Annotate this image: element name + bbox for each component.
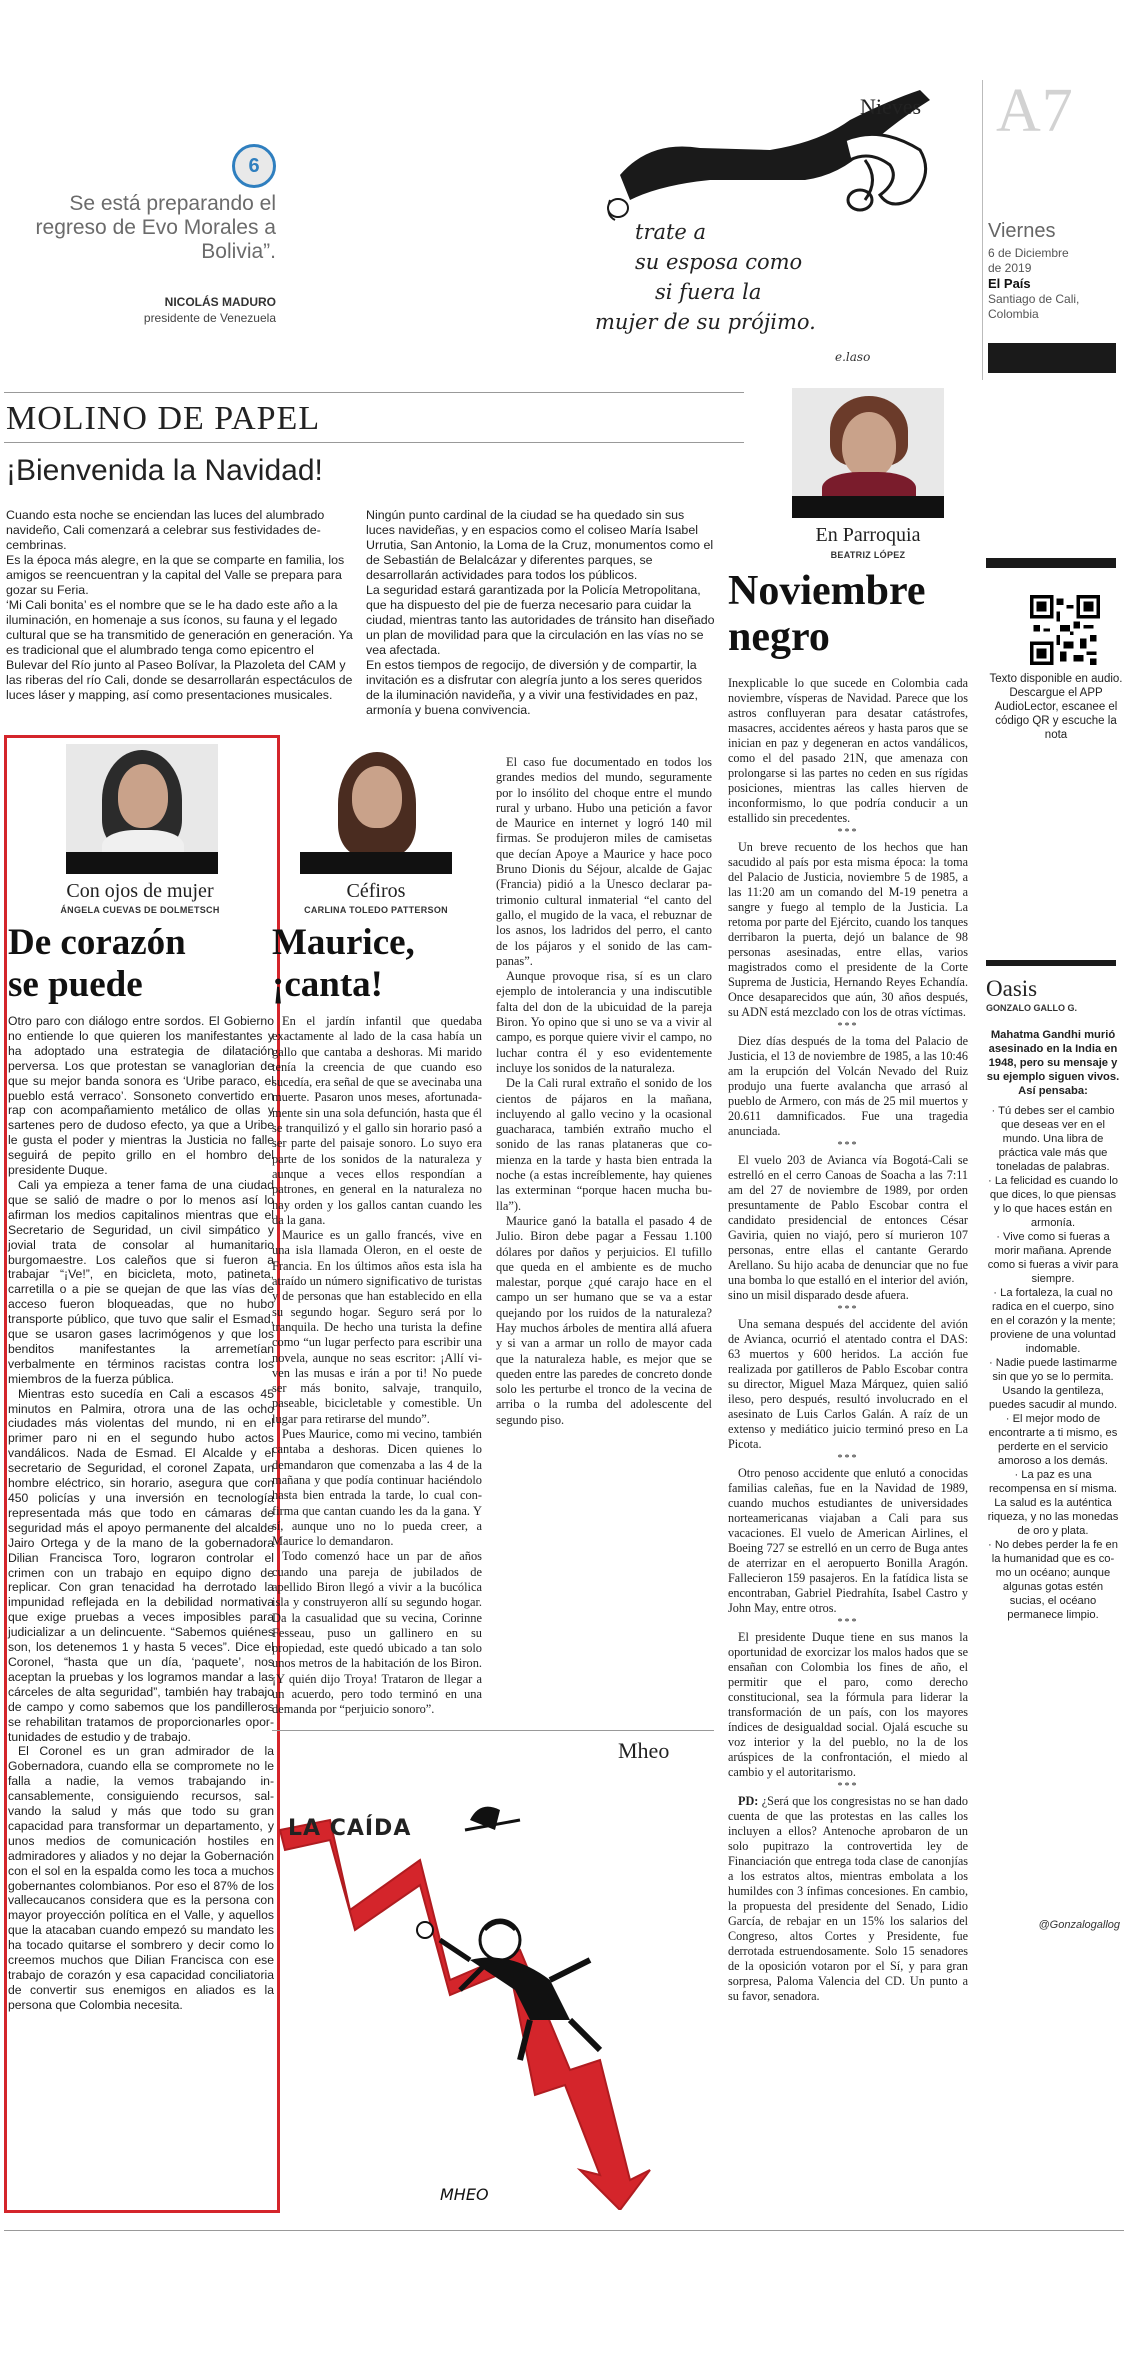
oasis-item: · Nadie puede lastimarme sin que yo se lo permita. Usando la gentileza, puedes sacudir al mundo. bbox=[988, 1357, 1118, 1411]
separator-stars: *** bbox=[837, 1304, 859, 1315]
oasis-item: · La paz es una recompensa en sí misma. La salud es la auténtica riqueza, y no las monedas de oro y plata. bbox=[987, 1469, 1119, 1537]
cartoon-signature: MHEO bbox=[440, 2185, 489, 2204]
top-cartoon-line: trate a bbox=[635, 220, 707, 244]
column1-headline bbox=[8, 922, 278, 1006]
editorial-paragraph: La seguridad estará garantizada por la Policía Metropolitana, que ha dispuesto del pie de fuerza necesario para cuidar la ciudad, mientras tanto las autoridades de tránsito han diseñado un plan de movilidad para que la circulación en las vías no se vea afectada. bbox=[366, 583, 715, 657]
separator-stars: *** bbox=[837, 1453, 859, 1464]
headline-line: Noviembre bbox=[728, 568, 926, 614]
column-author: ÁNGELA CUEVAS DE DOLMETSCH bbox=[60, 905, 220, 915]
column3-headline bbox=[728, 568, 978, 660]
bottom-cartoon-illustration bbox=[270, 1790, 700, 2210]
quote-author: NICOLÁS MADURO bbox=[164, 295, 276, 309]
oasis-title: Oasis bbox=[986, 976, 1038, 1001]
column-name: Con ojos de mujer bbox=[66, 880, 214, 902]
oasis-item: · No debes perder la fe en la humanidad que es como un océano; aunque algunas gotas estén sucias, el océano permanece limpio. bbox=[988, 1539, 1118, 1621]
editorial-headline: ¡Bienvenida la Navidad! bbox=[6, 454, 323, 487]
column2-body-part1 bbox=[272, 1014, 482, 1724]
column2-body-part2 bbox=[496, 755, 712, 1730]
audio-note-text: Texto disponible en audio. Descargue el APP AudioLector, escanee el código QR y escuche la nota bbox=[989, 673, 1123, 741]
top-cartoon-line: mujer de su prójimo. bbox=[595, 310, 816, 334]
editorial-paragraph: Ningún punto cardinal de la ciudad se ha quedado sin sus luces navideñas, y en espacios como el coliseo María Isabel Urrutia, San Antonio, la Loma de la Cruz, monumentos como el de Sebastián de Belalcázar y diferentes parques, se desarrollarán actividades para todos los públicos. bbox=[366, 508, 714, 582]
separator-stars: *** bbox=[837, 1140, 859, 1151]
column-name: En Parroquia bbox=[815, 524, 921, 546]
body-paragraph: Maurice ganó la batalla el pasado 4 de Julio. Biron debe pagar a Fessau 1.100 dólares por daños y perjuicios. El tufillo que queda en el ambiente es de mucho malestar, porque ¿qué carajo hace en el campo un ser humano que se va a estar quejando por los ruidos de la naturaleza? Hay muchos árboles de mentira allá afuera y si van a armar un rollo de mayor cada que la naturaleza hable, es mejor que se queden entre las paredes de concreto donde solo les perturbe el tronco de la vecina de arriba o la rumba del adolescente del segundo piso. bbox=[496, 1213, 712, 1427]
top-cartoon-signature: e.laso bbox=[835, 350, 871, 364]
body-paragraph: El Coronel es un gran admirador de la Gobernadora, cuando ella se compromete no le falla a nadie, la vemos trabajando incansablemente, consiguiendo recursos, salvando la salud y más que todo su gran capacidad para transformar un departamento, y unos medios de comunicación hostiles en admiradores y aliados y no dejar la Gobernación con el sol en la espalda como les toca a muchos gobernantes colombianos. Por eso el 87% de los vallecaucanos considera que es la persona con mayor proyección política en el Valle, y aquellos que la atacaban cuando empezó su mandato les ha tocado quitarse el sombrero y decir como lo creemos muchos que Dilian Francisca con ese trabajo de corazón y esa capacidad conciliatoria de convertir sus enemigos en aliados es la persona que Colombia necesita. bbox=[8, 1744, 274, 2012]
oasis-author: GONZALO GALLO G. bbox=[986, 1003, 1077, 1013]
body-paragraph: Maurice es un gallo francés, vive en una isla llamada Oleron, en el oeste de Francia. En los últimos años esta isla ha atraído un número significativo de turistas y de personas que han establecido en ella su segundo hogar. Seguro será por lo tranquila. De hecho una turista la define como “un lugar perfecto para escribir una novela, aunque no seas escritor: ¡Allí viven las musas e irán a por ti! No puede ser más bonito, salvaje, tranquilo, paseable, bicicletable y comestible. Un lugar para retirarse del mundo”. bbox=[272, 1228, 482, 1426]
section-name: Nieves bbox=[860, 94, 922, 119]
body-paragraph: El caso fue documentado en todos los grandes medios del mundo, seguramente por lo insólito del choque entre el mundo rural y urbano. Hubo una petición a favor de Maurice en internet y logró 140 mil firmas. Se produjeron miles de camisetas que decían Apoye a Maurice y hace poco Bruno Dionis du Séjour, alcalde de Gajac (Francia) pidió a la Unesco declarar patrimonio cultural inmaterial “el canto del gallo, el mugido de la vaca, el rebuznar de los asnos, los ladridos del perro, el canto de los pájaros y el sonido de las campanas”. bbox=[496, 755, 712, 968]
country-name: Colombia bbox=[988, 307, 1039, 321]
cartoon-arrow-label: POPULARIDAD bbox=[456, 2004, 520, 2106]
headline-line: De corazón bbox=[8, 922, 186, 963]
oasis-text bbox=[986, 1028, 1120, 1622]
body-paragraph: Mientras esto sucedía en Cali a escasos 45 minutos en Palmira, otrora una de las ocho ciudades más violentas del mundo, ni en el primer paro ni en el segundo hubo actos vandálicos. Nada de Esmad. El Alcalde y el secretario de Seguridad, el coronel Zapata, un hombre eléctrico, sin horario, asegura que con 450 policías y una inversión en tecnología representada más que todo en cámaras de seguridad más el apoyo permanente del alcalde Jairo Ortega y de la mano de la gobernadora Dilian Francisca Toro, lograron controlar el crimen con un trabajo en equipo digno de replicar. Con gran tenacidad ha derrotado la impunidad reflejada en la debilidad normativa que exige pruebas a veces imposibles para judicializar a un delincuente. “Sabemos quiénes son, los detenemos 1 y hasta 5 veces”. Dice el Coronel, “hasta que un día, ‘paquete’, nos aceptan la pruebas y los logramos mandar a las cárceles de alta seguridad”, también hay trabajo de campo y como sabemos que los pandilleros se rehabilitan tratamos de proporcionarles oportunidades de estudio y de trabajo. bbox=[8, 1386, 274, 1744]
top-cartoon-line: su esposa como bbox=[635, 250, 803, 274]
oasis-twitter-handle[interactable]: @Gonzalogallog bbox=[1038, 1919, 1120, 1931]
qr-code-icon[interactable] bbox=[1030, 595, 1100, 665]
city-name: Santiago de Cali, bbox=[988, 292, 1080, 306]
body-paragraph bbox=[728, 1794, 968, 2004]
column3-body bbox=[728, 676, 968, 2236]
body-paragraph: Cali ya empieza a tener fama de una ciudad que se salió de madre o por lo menos así lo afirman los medios capitalinos mientras que el Secretario de Seguridad, un civil simpático y jovial trata de consolar al humanitario burgomaestre. Los caleños que si fueron a trabajar “¡Ve!”, en bicicleta, moto, patineta, carretilla o a pie se quejan de que las vías de acceso fueron bloqueadas, que no hubo transporte público, que tuvo que salir el Esmad, que se usaron gases lacrimógenos y que los benditos manifestantes la arremetían verbalmente en términos racistas contra los miembros de la fuerza pública. bbox=[8, 1177, 274, 1386]
header-black-bar bbox=[988, 343, 1116, 373]
date-block bbox=[988, 246, 1108, 322]
oasis-item: · La felicidad es cuando lo que dices, lo que piensas y lo que haces están en armonía. bbox=[988, 1175, 1118, 1229]
footer-rule bbox=[4, 2230, 1124, 2231]
quote-role: presidente de Venezuela bbox=[143, 311, 276, 325]
separator-stars: *** bbox=[837, 1021, 859, 1032]
body-paragraph: Un breve recuento de los hechos que han sacudido al país por esta misma época: la toma del Palacio de Justicia, noviembre 5 de 1985, a las 11:20 am un comando del M-19 penetra a sangre y fuego al templo de la Justicia. La retoma por parte del Ejército, cuando los tanques derribaron la puerta, dejó un balance de 98 personas asesinadas, entre ellas, varios magistrados como el presidente de la Corte Suprema de Justicia, Hernando Reyes Echandía. Once desaparecidos que aún, 30 años después, su ADN está mezclado con los de otras víctimas. bbox=[728, 840, 968, 1019]
oasis-item: · Vive como si fueras a morir mañana. Aprende como si fueras a vivir para siempre. bbox=[987, 1231, 1119, 1285]
editorial-column-2 bbox=[366, 508, 716, 718]
oasis-lead: Mahatma Gandhi murió asesinado en la India en 1948, pero su mensaje y su ejemplo siguen vivos. Así pensaba: bbox=[986, 1029, 1120, 1097]
ps-label: PD: bbox=[738, 1794, 759, 1808]
body-paragraph: Otro penoso accidente que enlutó a conocidas familias caleñas, fue en la Navidad de 1989, cuando muchos estudiantes de universidades norteamericanas viajaban a Cali para sus vacaciones. El vuelo de American Airlines, el Boeing 727 se estrelló en un cerro de Buga antes de aterrizar en el aeropuerto Bonilla Aragón. Fallecieron 159 pasajeros. En la fatídica lista se encontraban, Gabriel Piedrahíta, Isabel Castro y John May, entre otros. bbox=[728, 1466, 968, 1615]
column2-headline bbox=[272, 922, 482, 1006]
ps-text: ¿Será que los congresistas no se han dado cuenta de que las protestas en las calles los incluyen a ellos? Antenoche aprobaron de un solo pupitrazo la controvertida ley de Financiación que entrega toda clase de canonjías a los estratos altos, mientras embolata a los humildes con 3 ínfimas concesiones. En cambio, la propuesta del presidente del Senado, Lidio García, de rebajar en un 15% los salarios del Congreso, altos Cortes y Presidente, fue derrotada estruendosamente. Solo 15 senadores de la oposición votaron por el Sí, y para gran sorpresa, Paloma Valencia del CD. Un punto a su favor, senadora. bbox=[728, 1794, 968, 2003]
sidebar-black-bar bbox=[986, 960, 1116, 966]
body-paragraph: El presidente Duque tiene en sus manos la oportunidad de exorcizar los malos hados que se ensañan con Colombia los fines de año, el permitir que el paro, como derecho constitucional, sea la fórmula para liderar la transformación de un país, con los mayores índices de desigualdad social. Ojalá escuche su voz interior y la del pueblo, no la de los arúspices de la confrontación, el miedo al cambio y el autoritarismo. bbox=[728, 1630, 968, 1779]
headline-line: negro bbox=[728, 614, 830, 660]
editorial-paragraph: Cuando esta noche se enciendan las luces del alumbrado navideño, Cali comenzará a celebrar sus festividades decembrinas. bbox=[6, 508, 325, 552]
publisher-name: El País bbox=[988, 276, 1031, 291]
date-full: 6 de Diciembre bbox=[988, 246, 1069, 260]
header-divider bbox=[982, 80, 983, 380]
editorial-paragraph: Es la época más alegre, en la que se comparte en familia, los amigos se reencuentran y la capital del Valle se prepara para gozar su Feria. bbox=[6, 553, 345, 597]
headline-line: Maurice, bbox=[272, 922, 415, 963]
editorial-section-title: MOLINO DE PAPEL bbox=[6, 400, 321, 437]
columnist-photo-beatriz bbox=[792, 388, 944, 518]
cartoon-title: LA CAÍDA bbox=[288, 1816, 412, 1841]
separator-stars: *** bbox=[837, 1617, 859, 1628]
separator-stars: *** bbox=[837, 1781, 859, 1792]
date-year: de 2019 bbox=[988, 261, 1032, 275]
column1-body bbox=[8, 1014, 274, 2013]
columnist-photo-carlina bbox=[300, 744, 452, 874]
body-paragraph: Otro paro con diálogo entre sordos. El Gobierno no entiende lo que quieren los manifestantes y ha adoptado una estrategia de dilatación perversa. Los que protestan se vanaglorian de que su mejor banda sonora es ‘Uribe paraco, el pueblo está verraco’. Sonsoneto convertido en rap con acompañamiento metálico de ollas y sartenes pero de dudoso efecto, ya que a Uribe le gusta el poder y mientras la Justicia no falle seguirá de pepito grillo en el hombro del presidente Duque. bbox=[8, 1014, 274, 1178]
oasis-item: · El mejor modo de encontrarte a ti mismo, es perderte en el servicio amoroso a los demás. bbox=[988, 1413, 1118, 1467]
column-author: CARLINA TOLEDO PATTERSON bbox=[304, 905, 448, 915]
body-paragraph: Inexplicable lo que sucede en Colombia cada noviembre, vísperas de Navidad. Parece que los astros confluyeran para desatar catástrofes, masacres, accidentes aéreos y hasta paros que se inician en paz y degeneran en actos vandálicos, como el del pasado 21N, que amenaza con prolongarse si las partes no ceden en sus rígidas posiciones, mientras las calles hierven de inconformismo, lo que podría conducir a un estallido sin precedentes. bbox=[728, 676, 968, 825]
columnist-photo-angela bbox=[66, 744, 218, 874]
separator-stars: *** bbox=[837, 827, 859, 838]
editorial-paragraph: ‘Mi Cali bonita’ es el nombre que se le ha dado este año a la iluminación, en homenaje a sus íconos, su fauna y el legado cultural que se ha transmitido de generación en generación. Ya es tradicional que el alumbrado tenga como epicentro el Bulevar del Río junto al Paseo Bolívar, la Plazoleta del CAM y las riberas del río Cali, donde se desarrollarán espectáculos de luces láser y mapping, así como presentaciones musicales. bbox=[6, 598, 353, 702]
body-paragraph: Pues Maurice, como mi vecino, también cantaba a deshoras. Dicen quienes lo demandaron que comenzaba a las 4 de la mañana y que podía continuar haciéndolo hasta bien entrada la tarde, lo cual confirma que cantan cuando les da la gana. Y sí, aunque uno no lo pueda creer, a Maurice lo demandaron. bbox=[272, 1427, 482, 1549]
oasis-item: · Tú debes ser el cambio que deseas ver en el mundo. Una libra de práctica vale más que toneladas de palabras. bbox=[991, 1105, 1115, 1173]
quote-text: Se está preparando el regreso de Evo Morales a Bolivia”. bbox=[35, 192, 276, 263]
column-name: Céfiros bbox=[346, 880, 406, 902]
body-paragraph: Aunque provoque risa, sí es un claro ejemplo de intolerancia y una indiscutible falta del don de la ubicuidad de la pareja Biron. Yo opino que si uno se va a vivir al campo, es porque quiere vivir el campo, no luchar contra él y eso evidentemente incluye los sonidos de la naturaleza. bbox=[496, 969, 712, 1075]
body-paragraph: Una semana después del accidente del avión de Avianca, ocurrió el atentado contra el DAS: 63 muertos y 600 heridos. La acción fue realizada por gatilleros de Pablo Escobar contra su director, Miguel Maza Márquez, quien salió ileso, pero después, resultó involucrado en el asesinato de Luis Carlos Galán. A raíz de un extenso y mediático juicio terminó preso en La Picota. bbox=[728, 1317, 968, 1451]
section-rule bbox=[4, 392, 744, 393]
quote-number-badge: 6 bbox=[232, 144, 276, 188]
body-paragraph: Diez días después de la toma del Palacio de Justicia, el 13 de noviembre de 1985, a las 10:46 am la erupción del Volcán Nevado del Ruiz produjo una fuerte avalancha que arrasó al pueblo de Armero, con más de 25 mil muertos y 20.611 damnificados. Fue una tragedia anunciada. bbox=[728, 1034, 968, 1138]
section-rule bbox=[4, 442, 744, 443]
column-author: BEATRIZ LÓPEZ bbox=[830, 550, 906, 560]
date-weekday: Viernes bbox=[988, 220, 1056, 242]
headline-line: se puede bbox=[8, 964, 143, 1005]
cartoon-rule bbox=[272, 1730, 714, 1731]
top-cartoon-caption bbox=[595, 217, 845, 337]
oasis-item: · La fortaleza, la cual no radica en el cuerpo, sino en el corazón y la mente; proviene de una voluntad indomable. bbox=[990, 1287, 1116, 1355]
top-cartoon-line: si fuera la bbox=[655, 280, 762, 304]
editorial-paragraph: En estos tiempos de regocijo, de diversión y de compartir, la invitación es a disfrutar con alegría junto a los seres queridos de la iluminación navideña, y a vivir una festividades en paz, armonía y buena convivencia. bbox=[366, 658, 703, 717]
body-paragraph: Todo comenzó hace un par de años cuando una pareja de jubilados de apellido Biron llegó a vivir a la bucólica isla y construyeron allí su segundo hogar. Da la casualidad que su vecina, Corinne Fesseau, puso un gallinero en su propiedad, este quedó ubicado a tan solo unos metros de la habitación de los Biron. ¡Y quién dijo Troya! Trataron de llegar a un acuerdo, pero todo terminó en una demanda por “perjuicio sonoro”. bbox=[272, 1549, 482, 1717]
headline-line: ¡canta! bbox=[272, 964, 383, 1005]
body-paragraph: En el jardín infantil que quedaba exactamente al lado de la casa había un gallo que cantaba a deshoras. Mi marido tenía la creencia de que cuando eso sucedía, era señal de que se avecinaba una muerte. Pasaron unos meses, afortunadamente sin una sola defunción, hasta que él se tranquilizó y el gallo sin horario pasó a ser parte del paisaje sonoro. Lo suyo era parte de los sonidos de la naturaleza y aunque a veces ellos respondían a patrones, en general en la naturaleza no hay orden y los gallos cantan cuando les da la gana. bbox=[272, 1014, 482, 1227]
body-paragraph: El vuelo 203 de Avianca vía Bogotá-Cali se estrelló en el cerro Canoas de Soacha a las 7:11 am del 27 de noviembre de 1989, por orden presuntamente de Pablo Escobar contra el candidato presidencial de entonces César Gaviria, quien no viajó, pero sí murieron 107 personas, entre ellas el cantante Gerardo Arellano. Su hijo acaba de denunciar que no fue una bomba lo que estalló en el interior del avión, sino un misil disparado desde afuera. bbox=[728, 1153, 968, 1302]
body-paragraph: De la Cali rural extraño el sonido de los cientos de pájaros en la mañana, incluyendo al gallo vecino y la ocasional guacharaca, también extraño mucho el sonido de las ranas plataneras que comienza en la tarde y hasta bien entrada la noche (a estas increíblemente, hay quienes las exterminan “porque hacen mucha bulla”). bbox=[496, 1076, 712, 1213]
page-number: A7 bbox=[996, 77, 1074, 145]
sidebar-black-bar bbox=[986, 558, 1116, 568]
cartoon-byline: Mheo bbox=[618, 1738, 670, 1763]
editorial-column-1 bbox=[6, 508, 356, 703]
